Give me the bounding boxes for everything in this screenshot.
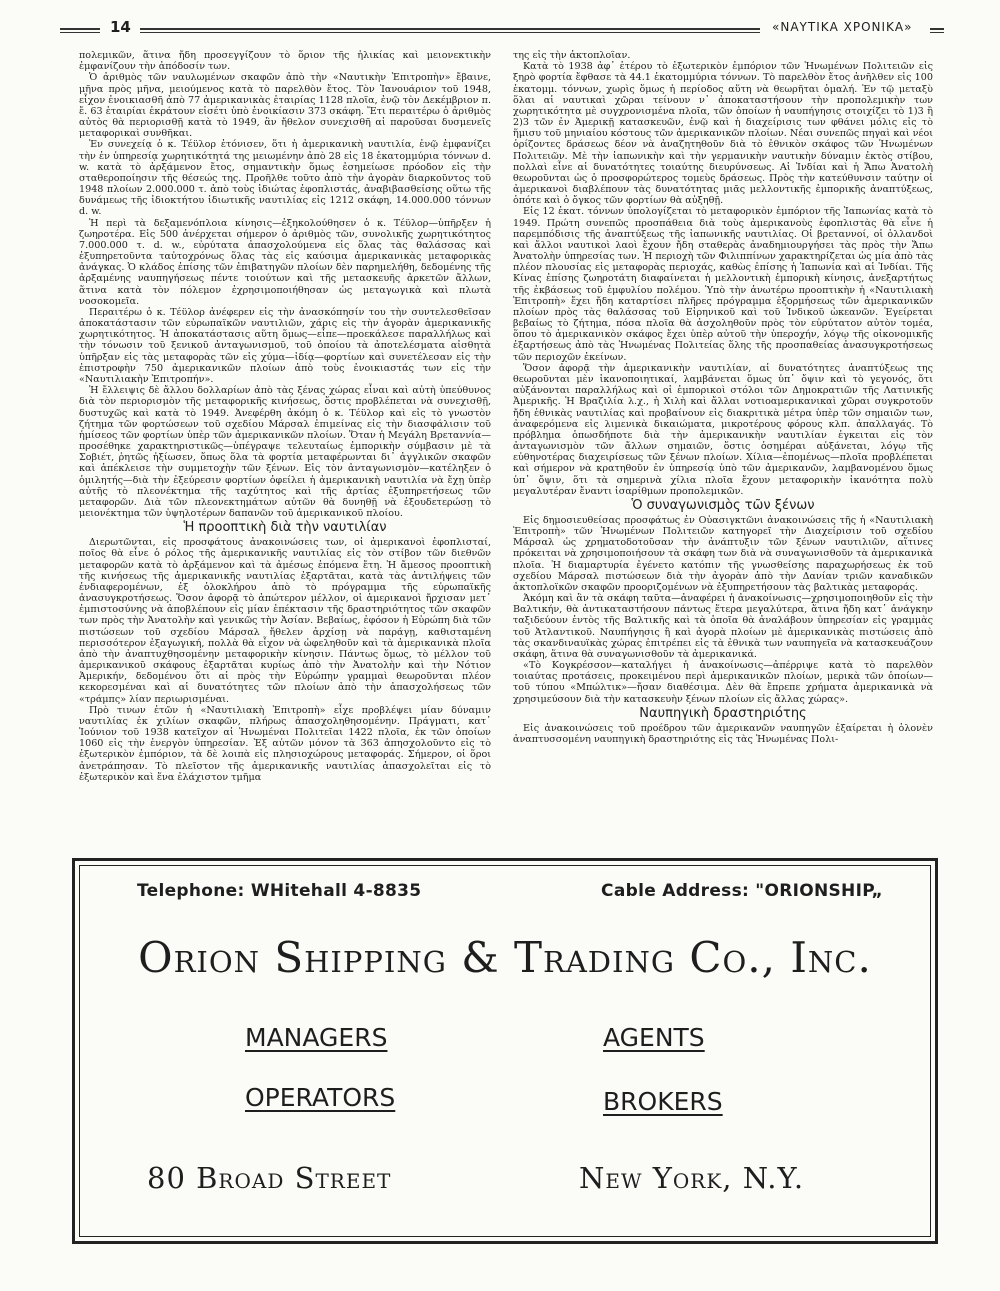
paragraph: «Τὸ Κογκρέσσον—καταλήγει ἡ ἀνακοίνωσις—ἀπέρριψε κατὰ τὸ παρελθὸν τοιαύτας προτάσεις, προκειμένου περὶ ἀμερικανικῶν πλοίων, μερικὰ τῶν ὁποίων—τοῦ τύπου «Μπώλτικ»—ἤσαν διαθέσιμα. Δὲν θὰ ἔπρεπε χρήματα ἀμερικανικὰ νὰ χρησιμεύσουν διὰ τὴν κατασκευὴν ξένων πλοίων εἰς ἄλλας χώρας». bbox=[513, 660, 933, 705]
section-heading: Ὁ συναγωνισμὸς τῶν ξένων bbox=[631, 497, 815, 513]
telephone-line: Telephone: WHitehall 4-8835 bbox=[137, 881, 422, 901]
paragraph: Ἡ περὶ τὰ δεξαμενόπλοια κίνησις—ἐξηκολούθησεν ὁ κ. Τέϋλορ—ὑπῆρξεν ἡ ζωηροτέρα. Εἰς 500 ἀνέρχεται σήμερον ὁ ἀριθμὸς τῶν, συνολικῆς χωρητικότητος 7.000.000 τ. d. w., εὐρύτατα ἀπασχολούμενα εἰς ὅλας τὰς θαλάσσας καὶ ἐξυπηρετοῦντα ταὐτοχρόνως ὅλας τὰς εἰς καύσιμα ἀμερικανικὰς μεταφορικὰς ἀνάγκας. Ὁ κλάδος ἐπίσης τῶν ἐπιβατηγῶν πλοίων δὲν παρημελήθη, δεδομένης τῆς ἀρξαμένης ναυπηγήσεως πέντε τοιούτων καὶ τῆς μετασκευῆς ἀρκετῶν ἄλλων, ἅτινα κατὰ τὸν πόλεμον ἐχρησιμοποιήθησαν ὡς μεταγωγικὰ καὶ πλωτὰ νοσοκομεῖα. bbox=[79, 217, 491, 307]
paragraph: πολεμικῶν, ἅτινα ἤδη προσεγγίζουν τὸ ὅριον τῆς ἡλικίας καὶ μειονεκτικὴν ἐμφανίζουν τὴν ἀπόδοσίν των. bbox=[79, 50, 491, 73]
paragraph: Ὅσον ἀφορᾷ τὴν ἀμερικανικὴν ναυτιλίαν, αἱ δυνατότητες ἀναπτύξεως της θεωροῦνται μὲν ἱκανοποιητικαί, λαμβάνεται ὅμως ὑπ᾿ ὄψιν καὶ τὸ γεγονός, ὅτι αὐξάνονται παραλλήλως καὶ οἱ ἐμπορικοὶ στόλοι τῶν Δημοκρατιῶν τῆς Λατινικῆς Ἀμερικῆς. Ἡ Βραζιλία λ.χ., ἡ Χιλὴ καὶ ἄλλαι νοτιοαμερικανικαὶ χῶραι συγκροτοῦν ἤδη ἐθνικὰς ναυτιλίας καὶ προβαίνουν εἰς διακριτικὰ μέτρα ὑπὲρ τῶν σημαιῶν των, ἀναφερόμενα εἰς λιμενικὰ δικαιώματα, μικροτέρους φόρους κλπ. ἀπαλλαγάς. Τὸ πρόβλημα ὁπωσδήποτε διὰ τὴν ἀμερικανικὴν ναυτιλίαν ἐγκειται εἰς τὸν ἀνταγωνισμὸν τῶν ἄλλων σημαιῶν, ὅστις ὁσημέραι αὐξάνεται, λόγῳ τῆς εὐθηνοτέρας διαχειρίσεως τῶν ξένων πλοίων. Χίλια—ἐπομένως—πλοῖα προβλέπεται καὶ σήμερον νὰ κρατηθοῦν ἐν ὑπηρεσίᾳ ὑπὸ τῶν ἀμερικανῶν, λαμβανομένου ὅμως ὑπ᾿ ὄψιν, ὅτι τὰ σημερινὰ χίλια πλοῖα ἔχουν μεταφορικὴν ἱκανότητα πολὺ μεγαλυτέραν ἔναντι ἰσαρίθμων προπολεμικῶν. bbox=[513, 362, 933, 497]
role-agents: AGENTS bbox=[603, 1023, 705, 1052]
paragraph: Ὁ ἀριθμὸς τῶν ναυλωμένων σκαφῶν ἀπὸ τὴν «Ναυτικὴν Ἐπιτροπὴν» ἔβαινε, μῆνα πρὸς μῆνα, μειούμενος κατὰ τὸ παρελθὸν ἔτος. Τὸν Ἰανουάριον τοῦ 1948, εἶχον ἐνοικιασθῆ ἀπὸ 77 ἀμερικανικὰς ἑταιρίας 1128 πλοῖα, ἐνῷ τὸν Δεκέμβριον π. ἔ. 63 ἑταιρίαι ἐκράτουν εἰσέτι ὑπὸ ἐνοικίασιν 373 σκάφη. Ἔτι περαιτέρω ὁ ἀριθμὸς αὐτὸς θὰ περιορισθῇ κατὰ τὸ 1949, ἂν ἤθελον συνεχισθῆ αἱ παροῦσαι δυσμενεῖς μεταφορικαὶ συνθῆκαι. bbox=[79, 72, 491, 140]
publication-title: «ΝΑΥΤΙΚΑ ΧΡΟΝΙΚΑ» bbox=[772, 20, 913, 34]
paragraph: Διερωτῶνται, εἰς προσφάτους ἀνακοινώσεις των, οἱ ἀμερικανοὶ ἐφοπλισταί, ποῖος θὰ εἶνε ὁ ρόλος τῆς ἀμερικανικῆς ναυτιλίας εἰς τὸν στίβον τῶν διεθνῶν μεταφορῶν κατὰ τὸ ἀρξάμενον καὶ τὰ ἀμέσως ἑπόμενα ἔτη. Ἡ ἄμεσος προοπτικὴ τῆς κινήσεως τῆς ἀμερικανικῆς ναυτιλίας ἐξαρτᾶται, κατὰ τὰς ἀντιλήψεις τῶν ἐνδιαφερομένων, ἐξ ὁλοκλήρου ἀπὸ τὸ πρόγραμμα τῆς εὐρωπαϊκῆς ἀνασυγκροτήσεως. Ὅσον ἀφορᾷ τὸ ἀπώτερον μέλλον, οἱ ἀμερικανοὶ ἤρχισαν μετ᾿ ἐμπιστοσύνης νὰ ἀποβλέπουν εἰς μίαν ἐπέκτασιν τῆς δραστηριότητος τῶν σκαφῶν των πρὸς τὴν Ἀνατολὴν καὶ γενικῶς τὴν Ἀσίαν. Βεβαίως, ἐφόσον ἡ Εὐρώπη διὰ τῶν πιστώσεων τοῦ σχεδίου Μάρσαλ ἤθελεν ἀρχίσῃ νὰ παράγῃ, καθισταμένη περισσότερον ἐξαγωγική, πολλὰ θὰ εἶχον νὰ ὠφεληθοῦν καὶ τὰ ἀμερικανικὰ πλοῖα ἀπὸ τὴν ἀναπτυχθησομένην μεταφορικὴν κίνησιν. Πάντως ὅμως, τὸ μέλλον τοῦ ἀμερικανικοῦ σκάφους ἐξαρτᾶται κυρίως ἀπὸ τὴν Ἀνατολὴν καὶ τὴν Νότιον Ἀμερικήν, δεδομένου ὅτι αἱ πρὸς τὴν Εὐρώπην γραμμαὶ θεωροῦνται πλέον κεκορεσμέναι καὶ αἱ δυνατότητες τῶν πλοίων ἀπὸ τὴν ἀπασχολήσεως τῶν «τράμπς» λίαν περιωρισμέναι. bbox=[79, 537, 491, 705]
role-brokers: BROKERS bbox=[603, 1087, 723, 1116]
header-rule-middle bbox=[140, 28, 760, 33]
paragraph: Κατὰ τὸ 1938 ἀφ᾿ ἑτέρου τὸ ἐξωτερικὸν ἐμπόριον τῶν Ἡνωμένων Πολιτειῶν εἰς ξηρὸ φορτία ἔφθασε τὰ 44.1 ἑκατομμύρια τόννων. Τὸ παρελθὸν ἔτος ἀνῆλθεν εἰς 100 ἑκατομμ. τόννων, χωρὶς ὅμως ἡ περίοδος αὕτη νὰ θεωρῆται ὁμαλή. Ἐν τῷ μεταξὺ ὅλαι αἱ ναυτικαὶ χῶραι τείνουν ν᾿ ἀποκαταστήσουν τὴν προπολεμικὴν των χωρητικότητα μὲ συγχρονισμένα πλοῖα, τῶν ὁποίων ἡ ναυπήγησις στοιχίζει τὸ 1)3 ἢ 2)3 τῶν ἐν Ἀμερικῇ κατασκευῶν, ἐνῷ καὶ ἡ διαχείρισις των φθάνει μόλις εἰς τὸ ἥμισυ τοῦ μηνιαίου κόστους τῶν ἀμερικανικῶν πλοίων. Νέαι συνεπῶς πηγαὶ καὶ νέοι ὁρίζοντες δράσεως δέον νὰ ἀναζητηθοῦν διὰ τὸ ἐθνικὸν σκάφος τῶν Ἡνωμένων Πολιτειῶν. Μὲ τὴν ἰαπωνικὴν καὶ τὴν γερμανικὴν ναυτικὴν δύναμιν ἐκτὸς στίβου, πολλαὶ εἶνε αἱ δυνατότητες τοιαύτης διευρύνσεως. Αἱ Ἰνδίαι καὶ ἡ Ἄπω Ἀνατολὴ θεωροῦνται ὡς ὁ προσφορώτερος τομεὺς δράσεως. Πρὸς τὴν κατεύθυνσιν ταύτην οἱ ἀμερικανοὶ διαβλέπουν τὰς δυνατότητας μιᾶς μελλοντικῆς ἐμπορικῆς ἀναπτύξεως, ὁπότε καὶ ὁ ὄγκος τῶν φορτίων θὰ αὐξηθῇ. bbox=[513, 61, 933, 207]
role-managers: MANAGERS bbox=[245, 1023, 388, 1052]
role-operators: OPERATORS bbox=[245, 1083, 396, 1112]
paragraph: Ἀκόμη καὶ ἂν τὰ σκάφη ταῦτα—ἀναφέρει ἡ ἀνακοίνωσις—χρησιμοποιηθοῦν εἰς τὴν Βαλτικήν, θὰ ἀντικαταστήσουν πάντως ἕτερα μεγαλύτερα, ἅτινα ἤδη κατ᾿ ἀνάγκην ταξιδεύουν ἐντὸς τῆς Βαλτικῆς καὶ τὰ ὁποῖα θὰ ἀναλάβουν ὑπηρεσίαν εἰς γραμμὰς τοῦ Ἀτλαντικοῦ. Ναυπήγησις ἢ καὶ ἀγορὰ πλοίων μὲ ἀμερικανικὰς πιστώσεις ἀπὸ τὰς σκανδιναυϊκὰς χώρας ἐπιτρέπει εἰς τὰ ἐθνικὰ των ναυπηγεῖα νὰ κατασκευάζουν σκάφη, ἅτινα θὰ συναγωνισθοῦν τὰ ἀμερικανικά. bbox=[513, 593, 933, 660]
paragraph: Εἰς 12 ἑκατ. τόννων ὑπολογίζεται τὸ μεταφορικὸν ἐμπόριον τῆς Ἰαπωνίας κατὰ τὸ 1949. Πρώτη συνεπῶς προσπάθεια διὰ τοὺς ἀμερικανοὺς ἐφοπλιστὰς θὰ εἶνε ἡ παρεμπόδισις τῆς ἀναπτύξεως τῆς ἰαπωνικῆς ναυτιλίας. Οἱ βρεταννοί, οἱ ὁλλανδοὶ καὶ ἄλλοι ναυτικοὶ λαοὶ ἔχουν ἤδη σταθερὰς ἀναδημιουργήσει τὰς πρὸς τὴν Ἄπω Ἀνατολὴν ὑπηρεσίας των. Ἡ περιοχὴ τῶν Φιλιππίνων χαρακτηρίζεται ὡς μία ἀπὸ τὰς πλέον πλουσίας εἰς μεταφορὰς περιοχάς, καθὼς ἐπίσης ἡ Ἰαπωνία καὶ αἱ Ἰνδίαι. Τῆς Κίνας ἐπίσης ζωηροτάτη διαφαίνεται ἡ μελλοντικὴ ἐμπορικὴ κίνησις, ἀνεξαρτήτως τῆς ἐκβάσεως τοῦ ἐμφυλίου πολέμου. Ὑπὸ τὴν ἀνωτέρω προοπτικὴν ἡ «Ναυτιλιακὴ Ἐπιτροπὴ» ἔχει ἤδη καταρτίσει πλῆρες πρόγραμμα ἐξορμήσεως τῶν ἀμερικανικῶν πλοίων πρὸς τὰς θαλάσσας τοῦ Εἰρηνικοῦ καὶ τοῦ Ἰνδικοῦ ὠκεανῶν. Ἐγείρεται βεβαίως τὸ ζήτημα, πόσα πλοῖα θὰ ἀσχοληθοῦν πρὸς τὸν εὐρύτατον αὐτὸν τομέα, ὅπου τὸ ἀμερικανικὸν σκάφος ἔχει ὑπὲρ αὐτοῦ τὴν ὑπεροχήν, λόγῳ τῆς οἰκονομικῆς ἐξαρτήσεως ἀπὸ τὰς Ἡνωμένας Πολιτείας ὅλης τῆς προσπαθείας ἀνασυγκροτήσεως τῶν περιοχῶν ἐκείνων. bbox=[513, 206, 933, 363]
paragraph: της εἰς τὴν ἀκτοπλοΐαν. bbox=[513, 50, 631, 61]
orion-shipping-advertisement bbox=[72, 858, 938, 1244]
paragraph: Ἡ ἔλλειψις δὲ ἄλλου δολλαρίων ἀπὸ τὰς ξένας χώρας εἶναι καὶ αὐτὴ ὑπεύθυνος διὰ τὸν περιορισμὸν τῆς μεταφορικῆς κινήσεως, ὅστις προβλέπεται νὰ συνεχισθῇ, δυστυχῶς καὶ κατὰ τὸ 1949. Ἀνεφέρθη ἀκόμη ὁ κ. Τέϋλορ καὶ εἰς τὸ γνωστὸν ζήτημα τῶν φορτώσεων τοῦ σχεδίου Μάρσαλ ἐπιμείνας εἰς τὴν διασφάλισιν τοῦ ἡμίσεος τῶν φορτίων ὑπὲρ τῶν ἀμερικανικῶν πλοίων. Ὅταν ἡ Μεγάλη Βρεταννία—προσέθηκε χαρακτηριστικῶς—ὑπέγραψε τελευταίως ἐμπορικὴν σύμβασιν μὲ τὰ Σοβιέτ, ῥητῶς ἠξίωσεν, ὅπως ὅλα τὰ φορτία μεταφέρωνται δι᾿ ἀγγλικῶν σκαφῶν καὶ ἀπέκλεισε τὴν συμμετοχὴν τῶν ξένων. Εἰς τὸν ἀνταγωνισμὸν—κατέληξεν ὁ ὁμιλητής—διὰ τὴν ἐξεύρεσιν φορτίων ὀφείλει ἡ ἀμερικανικὴ ναυτιλία νὰ ἔχῃ ὑπὲρ αὐτῆς τὸ πλεονέκτημα τῆς ταχύτητος καὶ τῆς ἀρτίας ἐξυπηρετήσεως τῶν μεταφορῶν. Διὰ τῶν πλεονεκτημάτων αὐτῶν θὰ δυνηθῇ νὰ ἐξουδετερώσῃ τὸ μειονέκτημα τῶν ὑψηλοτέρων δαπανῶν τοῦ ἀμερικανικοῦ πλοίου. bbox=[79, 385, 491, 520]
running-header bbox=[60, 18, 944, 40]
article-column-right bbox=[513, 50, 933, 848]
section-heading: Ἡ προοπτικὴ διὰ τὴν ναυτιλίαν bbox=[183, 520, 387, 536]
article-column-left bbox=[79, 50, 491, 848]
paragraph: Πρὸ τινων ἐτῶν ἡ «Ναυτιλιακὴ Ἐπιτροπὴ» εἶχε προβλέψει μίαν δύναμιν ναυτιλίας ἐκ χιλίων σκαφῶν, πλήρως ἀπασχοληθησομένην. Πράγματι, κατ᾿ Ἰούνιον τοῦ 1938 κατεῖχον αἱ Ἡνωμέναι Πολιτεῖαι 1422 πλοῖα, ἐκ τῶν ὁποίων 1060 εἰς τὴν ἐνεργὸν ὑπηρεσίαν. Ἐξ αὐτῶν μόνον τὰ 363 ἀπησχολοῦντο εἰς τὸ ἐξωτερικὸν ἐμπόριον, τὰ δὲ λοιπὰ εἰς πλησιοχώρους μεταφοράς. Σήμερον, οἱ ὅροι ἀνετράπησαν. Τὸ πλεῖστον τῆς ἀμερικανικῆς ναυτιλίας ἀπασχολεῖται εἰς τὸ ἐξωτερικὸν καὶ ἕνα ἐλάχιστον τμῆμα bbox=[79, 704, 491, 783]
page-number: 14 bbox=[110, 18, 131, 36]
cable-address-line: Cable Address: "ORIONSHIP„ bbox=[601, 881, 883, 901]
street-address: 80 Broad Street bbox=[147, 1161, 392, 1195]
paragraph: Εἰς ἀνακοινώσεις τοῦ προέδρου τῶν ἀμερικανῶν ναυπηγῶν ἐξαίρεται ἡ ὁλονὲν ἀναπτυσσομένη ναυπηγικὴ δραστηριότης εἰς τὰς Ἡνωμένας Πολι- bbox=[513, 722, 933, 745]
header-rule-right bbox=[930, 28, 944, 33]
section-heading: Ναυπηγικὴ δραστηριότης bbox=[639, 705, 807, 721]
paragraph: Περαιτέρω ὁ κ. Τέϋλορ ἀνέφερεν εἰς τὴν ἀνασκόπησίν του τὴν συντελεσθεῖσαν ἀποκατάστασιν τῶν εὐρωπαϊκῶν ναυτιλιῶν, χάρις εἰς τὴν ἀγορὰν ἀμερικανικῆς χωρητικότητος. Ἡ ἀποκατάστασις αὕτη ὅμως—εἶπε—προεκάλεσε παραλλήλως καὶ τὴν τόνωσιν τοῦ ξενικοῦ ἀνταγωνισμοῦ, τοῦ ὁποίου τὰ ἀποτελέσματα αἰσθητὰ ὑπῆρξαν εἰς τὰς μεταφορὰς τῶν εἰς χύμα—ἰδίᾳ—φορτίων καὶ συνετέλεσαν εἰς τὴν ἐπιστροφὴν 750 ἀμερικανικῶν πλοίων ἀπὸ τοὺς ἐνοικιαστάς των εἰς τὴν «Ναυτιλιακὴν Ἐπιτροπήν». bbox=[79, 306, 491, 385]
company-name: Orion Shipping & Trading Co., Inc. bbox=[138, 933, 872, 982]
header-rule-left bbox=[60, 28, 100, 33]
paragraph: Ἐν συνεχείᾳ ὁ κ. Τέϋλορ ἐτόνισεν, ὅτι ἡ ἀμερικανικὴ ναυτιλία, ἐνῷ ἐμφανίζει τὴν ἐν ὑπηρεσίᾳ χωρητικότητά της μειωμένην ἀπὸ 28 εἰς 18 ἑκατομμύρια τόννων d. w. κατὰ τὸ ἀρξάμενον ἔτος, σημαντικὴν ὅμως ἐσημείωσε πρόοδον εἰς τὴν σταθεροποίησιν τῆς θέσεώς της. Προῆλθε τοῦτο ἀπὸ τὴν ἀγορὰν διαρκοῦντος τοῦ 1948 πλοίων 2.000.000 τ. ἀπὸ τοὺς ἰδιώτας ἐφοπλιστάς, ἀναβιβασθείσης οὕτω τῆς δυνάμεως τῆς ἰδιοκτήτου ἰδιωτικῆς ναυτιλίας εἰς 1212 σκάφη, 14.000.000 τόννων d. w. bbox=[79, 139, 491, 218]
city-address: New York, N.Y. bbox=[579, 1161, 805, 1195]
paragraph: Εἰς δημοσιευθείσας προσφάτως ἐν Οὐασιγκτῶνι ἀνακοινώσεις τῆς ἡ «Ναυτιλιακὴ Ἐπιτροπὴ» τῶν Ἡνωμένων Πολιτειῶν κατηγορεῖ τὴν Διαχείρισιν τοῦ σχεδίου Μάρσαλ ὡς χρηματοδοτοῦσαν τὴν ἀνάπτυξιν τῶν ξένων ναυτιλιῶν, αἵτινες πρόκειται νὰ χρησιμοποιήσουν τὰ σκάφη των διὰ νὰ συναγωνισθοῦν τὰ ἀμερικανικὰ πλοῖα. Ἡ διαμαρτυρία ἐγένετο κατόπιν τῆς γνωσθείσης παραχωρήσεως ἐκ τοῦ σχεδίου Μάρσαλ πιστώσεων διὰ τὴν ἀγορὰν ἀπὸ τὴν Δανίαν τριῶν καναδικῶν ἀκτοπλοϊκῶν σκαφῶν προοριζομένων νὰ ἐξυπηρετήσουν τὰς βαλτικὰς μεταφοράς. bbox=[513, 514, 933, 593]
